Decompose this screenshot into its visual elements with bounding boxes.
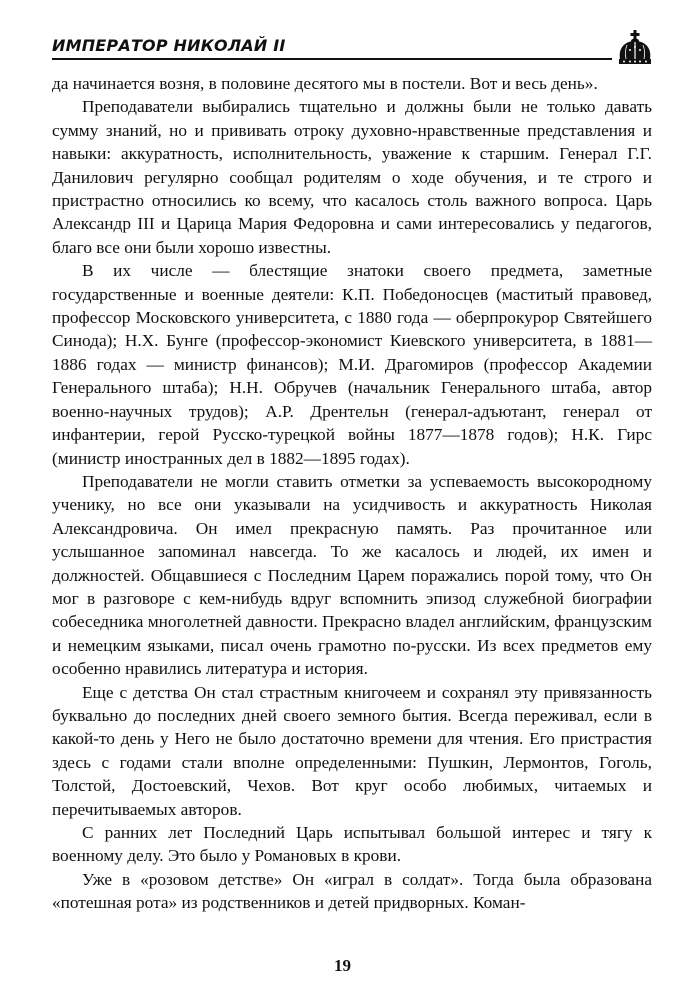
body-text <box>52 72 652 915</box>
paragraph: Преподаватели выбирались тщательно и должны были не только давать сумму знаний, но и прививать отроку духовно-нравственные представления и навыки: аккуратность, исполнительность, уважение к старшим. Генерал Г.Г. Данилович регулярно сообщал родителям о ходе обучения, и те строго и пристрастно относились ко всему, что касалось столь важного вопроса. Царь Александр III и Царица Мария Федоровна и сами интересовались у педагогов, благо все они были хорошо известны. <box>52 97 652 257</box>
crown-icon <box>616 30 654 70</box>
paragraph: В их числе — блестящие знатоки своего предмета, заметные государственные и военные деятели: К.П. Победоносцев (маститый правовед, профессор Московского университета, с 1880 года — оберпрокурор Святейшего Синода); Н.Х. Бунге (профессор-экономист Киевского университета, в 1881—1886 годах — министр финансов); М.И. Драгомиров (профессор Академии Генерального штаба); Н.Н. Обручев (начальник Генерального штаба, автор военно-научных трудов); А.Р. Дрентельн (генерал-адъютант, генерал от инфантерии, герой Русско-турецкой войны 1877—1878 годов); Н.К. Гирс (министр иностранных дел в 1882—1895 годах). <box>52 261 652 468</box>
running-header <box>52 30 652 76</box>
running-title: ИМПЕРАТОР НИКОЛАЙ II <box>52 36 286 55</box>
paragraph: С ранних лет Последний Царь испытывал большой интерес и тягу к военному делу. Это было у Романовых в крови. <box>52 823 652 866</box>
paragraph: Уже в «розовом детстве» Он «играл в солдат». Тогда была образована «потешная рота» из родственников и детей придворных. Коман- <box>52 869 652 913</box>
header-rule <box>52 58 612 60</box>
paragraph: Еще с детства Он стал страстным книгочеем и сохранял эту привязанность буквально до последних дней своего земного бытия. Всегда переживал, если в какой-то день у Него не было достаточно времени для чтения. Его пристрастия здесь с годами стали вполне определенными: Пушкин, Лермонтов, Гоголь, Толстой, Достоевский, Чехов. Вот круг особо любимых, читаемых и перечитываемых авторов. <box>52 682 652 819</box>
paragraph: да начинается возня, в половине десятого мы в постели. Вот и весь день». <box>52 74 598 93</box>
paragraph: Преподаватели не могли ставить отметки за успеваемость высокородному ученику, но все они указывали на усидчивость и аккуратность Николая Александровича. Он имел прекрасную память. Раз прочитанное или услышанное запоминал навсегда. То же касалось и людей, их имен и должностей. Общавшиеся с Последним Царем поражались порой тому, что Он мог в разговоре с кем-нибудь вдруг вспомнить эпизод служебной биографии собеседника многолетней давности. Прекрасно владел английским, французским и немецким языками, писал очень грамотно по-русски. Из всех предметов ему особенно нравились литература и история. <box>52 471 652 679</box>
page-number: 19 <box>334 956 351 975</box>
